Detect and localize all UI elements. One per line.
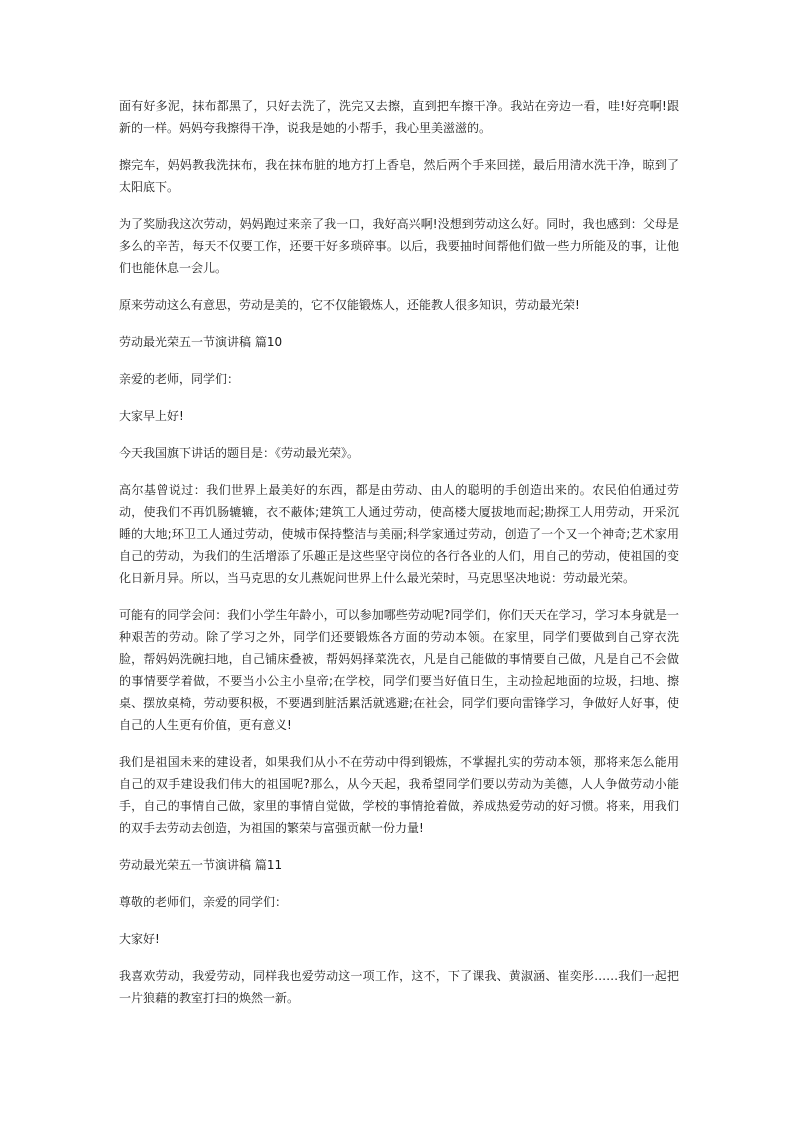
salutation: 亲爱的老师，同学们：: [119, 372, 240, 386]
section-heading: 劳动最光荣五一节演讲稿 篇10: [119, 335, 283, 349]
document-body: [119, 95, 679, 1024]
paragraph: 可能有的同学会问：我们小学生年龄小，可以参加哪些劳动呢?同学们，你们天天在学习，学习本身就是一种艰苦的劳动。除了学习之外，同学们还要锻炼各方面的劳动本领。在家里，同学们要做到自己穿衣洗脸，帮妈妈洗碗扫地，自己铺床叠被，帮妈妈择菜洗衣，凡是自己能做的事情要自己做，凡是自己不会做的事情要学着做，不要当小公主小皇帝;在学校，同学们要当好值日生，主动捡起地面的垃圾，扫地、擦桌、摆放桌椅，劳动要积极，不要遇到脏活累活就逃避;在社会，同学们要向雷锋学习，争做好人好事，使自己的人生更有价值，更有意义!: [119, 608, 679, 732]
salutation: 尊敬的老师们，亲爱的同学们：: [119, 895, 288, 909]
paragraph: 我喜欢劳动，我爱劳动，同样我也爱劳动这一项工作，这不，下了课我、黄淑涵、崔奕彤……我们一起把一片狼藉的教室打扫的焕然一新。: [119, 969, 679, 1005]
paragraph: 为了奖励我这次劳动，妈妈跑过来亲了我一口，我好高兴啊!没想到劳动这么好。同时，我也感到：父母是多么的辛苦，每天不仅要工作，还要干好多琐碎事。以后，我要抽时间帮他们做一些力所能及的事，让他们也能休息一会儿。: [119, 217, 679, 275]
paragraph: 今天我国旗下讲话的题目是：《劳动最光荣》。: [119, 446, 360, 460]
greeting: 大家好!: [119, 932, 160, 946]
paragraph: 擦完车，妈妈教我洗抹布，我在抹布脏的地方打上香皂，然后两个手来回搓，最后用清水洗干净，晾到了太阳底下。: [119, 158, 679, 194]
paragraph: 高尔基曾说过：我们世界上最美好的东西，都是由劳动、由人的聪明的手创造出来的。农民伯伯通过劳动，使我们不再饥肠辘辘，衣不蔽体;建筑工人通过劳动，使高楼大厦拔地而起;勘探工人用劳动，开采沉睡的大地;环卫工人通过劳动，使城市保持整洁与美丽;科学家通过劳动，创造了一个又一个神奇;艺术家用自己的劳动，为我们的生活增添了乐趣正是这些坚守岗位的各行各业的人们，用自己的劳动，使祖国的变化日新月异。所以，当马克思的女儿燕妮问世界上什么最光荣时，马克思坚决地说：劳动最光荣。: [119, 483, 679, 585]
greeting: 大家早上好!: [119, 409, 184, 423]
paragraph: 面有好多泥，抹布都黑了，只好去洗了，洗完又去擦，直到把车擦干净。我站在旁边一看，哇!好亮啊!跟新的一样。妈妈夸我擦得干净，说我是她的小帮手，我心里美滋滋的。: [119, 99, 679, 135]
paragraph: 我们是祖国未来的建设者，如果我们从小不在劳动中得到锻炼，不掌握扎实的劳动本领，那将来怎么能用自己的双手建设我们伟大的祖国呢?那么，从今天起，我希望同学们要以劳动为美德，人人争做劳动小能手，自己的事情自己做，家里的事情自觉做，学校的事情抢着做，养成热爱劳动的好习惯。将来，用我们的双手去劳动去创造，为祖国的繁荣与富强贡献一份力量!: [119, 755, 679, 835]
section-heading: 劳动最光荣五一节演讲稿 篇11: [119, 858, 283, 872]
paragraph: 原来劳动这么有意思，劳动是美的，它不仅能锻炼人，还能教人很多知识，劳动最光荣!: [119, 298, 580, 312]
